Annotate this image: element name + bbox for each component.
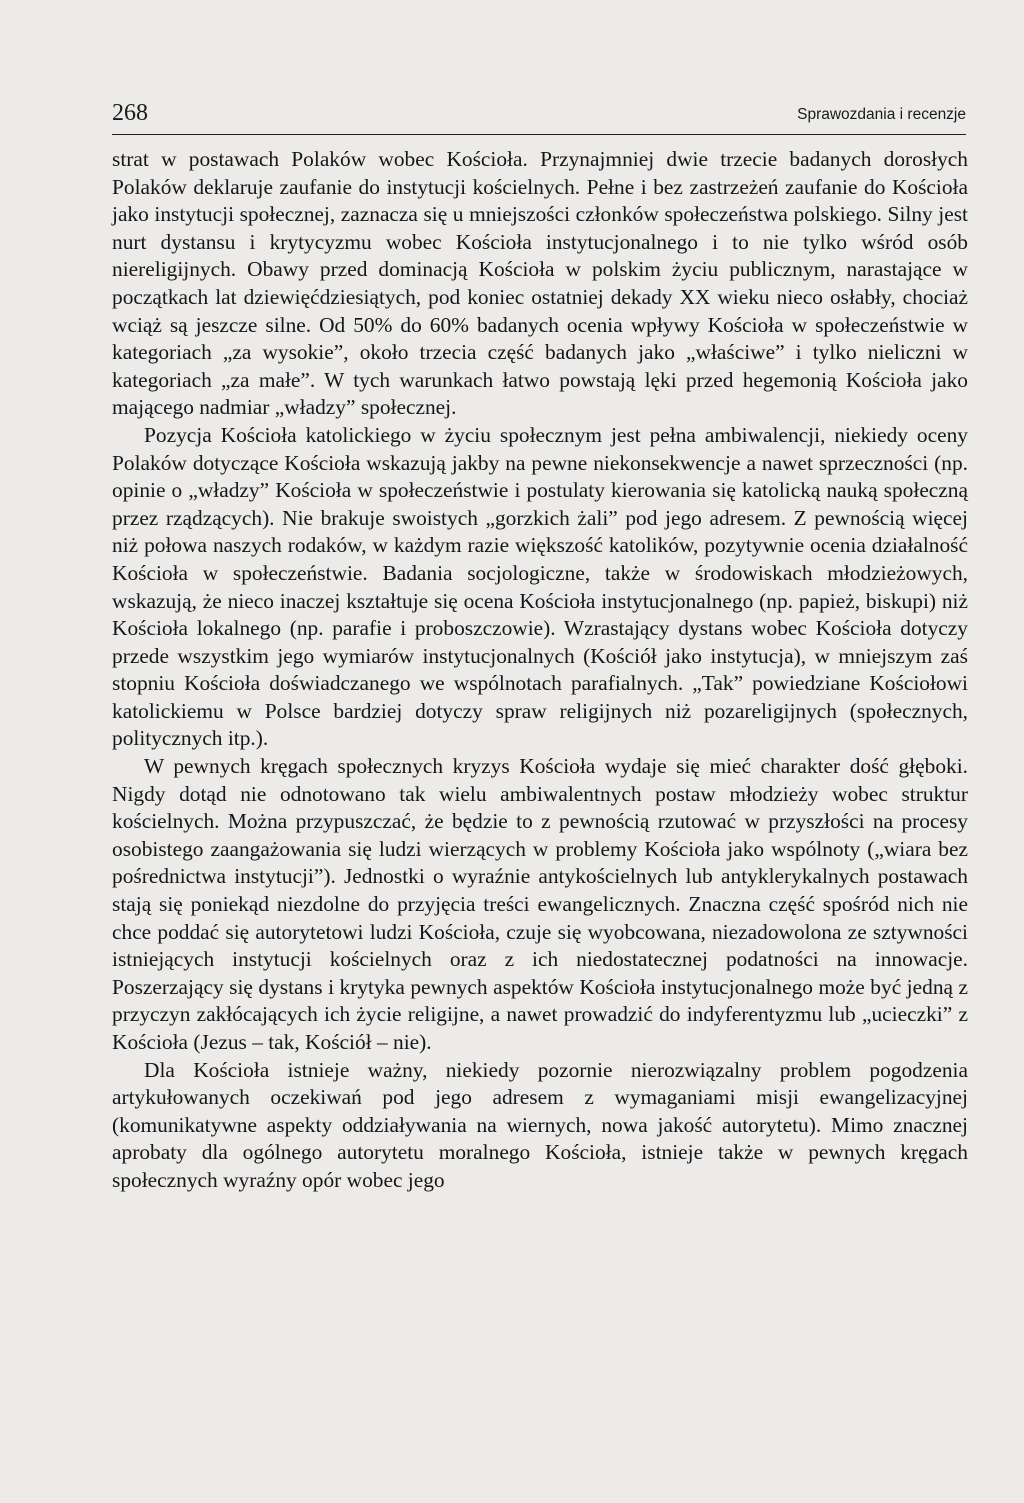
paragraph-4: Dla Kościoła istnieje ważny, niekiedy pozornie nierozwiązalny problem pogodzenia artykułowanych oczekiwań pod jego adresem z wymaganiami misji ewangelizacyjnej (komunikatywne aspekty oddziaływania na wiernych, nowa jakość autorytetu). Mimo znacznej aprobaty dla ogólnego autorytetu moralnego Kościoła, istnieje także w pewnych kręgach społecznych wyraźny opór wobec jego xyxy=(112,1057,968,1192)
running-head: Sprawozdania i recenzje xyxy=(797,106,966,123)
paragraph-1: strat w postawach Polaków wobec Kościoła. Przynajmniej dwie trzecie badanych dorosłych Polaków deklaruje zaufanie do instytucji kościelnych. Pełne i bez zastrzeżeń zaufanie do Kościoła jako instytucji społecznej, zaznacza się u mniejszości członków społeczeństwa polskiego. Silny jest nurt dystansu i krytycyzmu wobec Kościoła instytucjonalnego i to nie tylko wśród osób niereligijnych. Obawy przed dominacją Kościoła w polskim życiu publicznym, narastające w początkach lat dziewięćdziesiątych, pod koniec ostatniej dekady XX wieku nieco osłabły, chociaż wciąż są jeszcze silne. Od 50% do 60% badanych ocenia wpływy Kościoła w społeczeństwie w kategoriach „za wysokie”, około trzecia część badanych jako „właściwe” i tylko nieliczni w kategoriach „za małe”. W tych warunkach łatwo powstają lęki przed hegemonią Kościoła jako mającego nadmiar „władzy” społecznej. xyxy=(112,147,968,420)
body-text xyxy=(112,146,968,1195)
page-number: 268 xyxy=(112,100,148,126)
paragraph-2: Pozycja Kościoła katolickiego w życiu społecznym jest pełna ambiwalencji, niekiedy oceny Polaków dotyczące Kościoła wskazują jakby na pewne niekonsekwencje a nawet sprzeczności (np. opinie o „władzy” Kościoła w społeczeństwie i postulaty kierowania się katolicką nauką społeczną przez rządzących). Nie brakuje swoistych „gorzkich żali” pod jego adresem. Z pewnością więcej niż połowa naszych rodaków, w każdym razie większość katolików, pozytywnie ocenia działalność Kościoła w społeczeństwie. Badania socjologiczne, także w środowiskach młodzieżowych, wskazują, że nieco inaczej kształtuje się ocena Kościoła instytucjonalnego (np. papież, biskupi) niż Kościoła lokalnego (np. parafie i proboszczowie). Wzrastający dystans wobec Kościoła dotyczy przede wszystkim jego wymiarów instytucjonalnych (Kościół jako instytucja), w mniejszym zaś stopniu Kościoła doświadczanego we wspólnotach parafialnych. „Tak” powiedziane Kościołowi katolickiemu w Polsce bardziej dotyczy spraw religijnych niż pozareligijnych (społecznych, politycznych itp.). xyxy=(112,422,968,751)
page-header xyxy=(112,100,966,135)
paragraph-3: W pewnych kręgach społecznych kryzys Kościoła wydaje się mieć charakter dość głęboki. Nigdy dotąd nie odnotowano tak wielu ambiwalentnych postaw młodzieży wobec struktur kościelnych. Można przypuszczać, że będzie to z pewnością rzutować w przyszłości na procesy osobistego zaangażowania się ludzi wierzących w problemy Kościoła jako wspólnoty („wiara bez pośrednictwa instytucji”). Jednostki o wyraźnie antykościelnych lub antyklerykalnych postawach stają się poniekąd niezdolne do przyjęcia treści ewangelicznych. Znaczna część spośród nich nie chce poddać się autorytetowi ludzi Kościoła, czuje się wyobcowana, niezadowolona ze sztywności istniejących instytucji kościelnych oraz z ich niedostatecznej podatności na innowacje. Poszerzający się dystans i krytyka pewnych aspektów Kościoła instytucjonalnego może być jedną z przyczyn zakłócających ich życie religijne, a nawet prowadzić do indyferentyzmu lub „ucieczki” z Kościoła (Jezus – tak, Kościół – nie). xyxy=(112,754,968,1054)
